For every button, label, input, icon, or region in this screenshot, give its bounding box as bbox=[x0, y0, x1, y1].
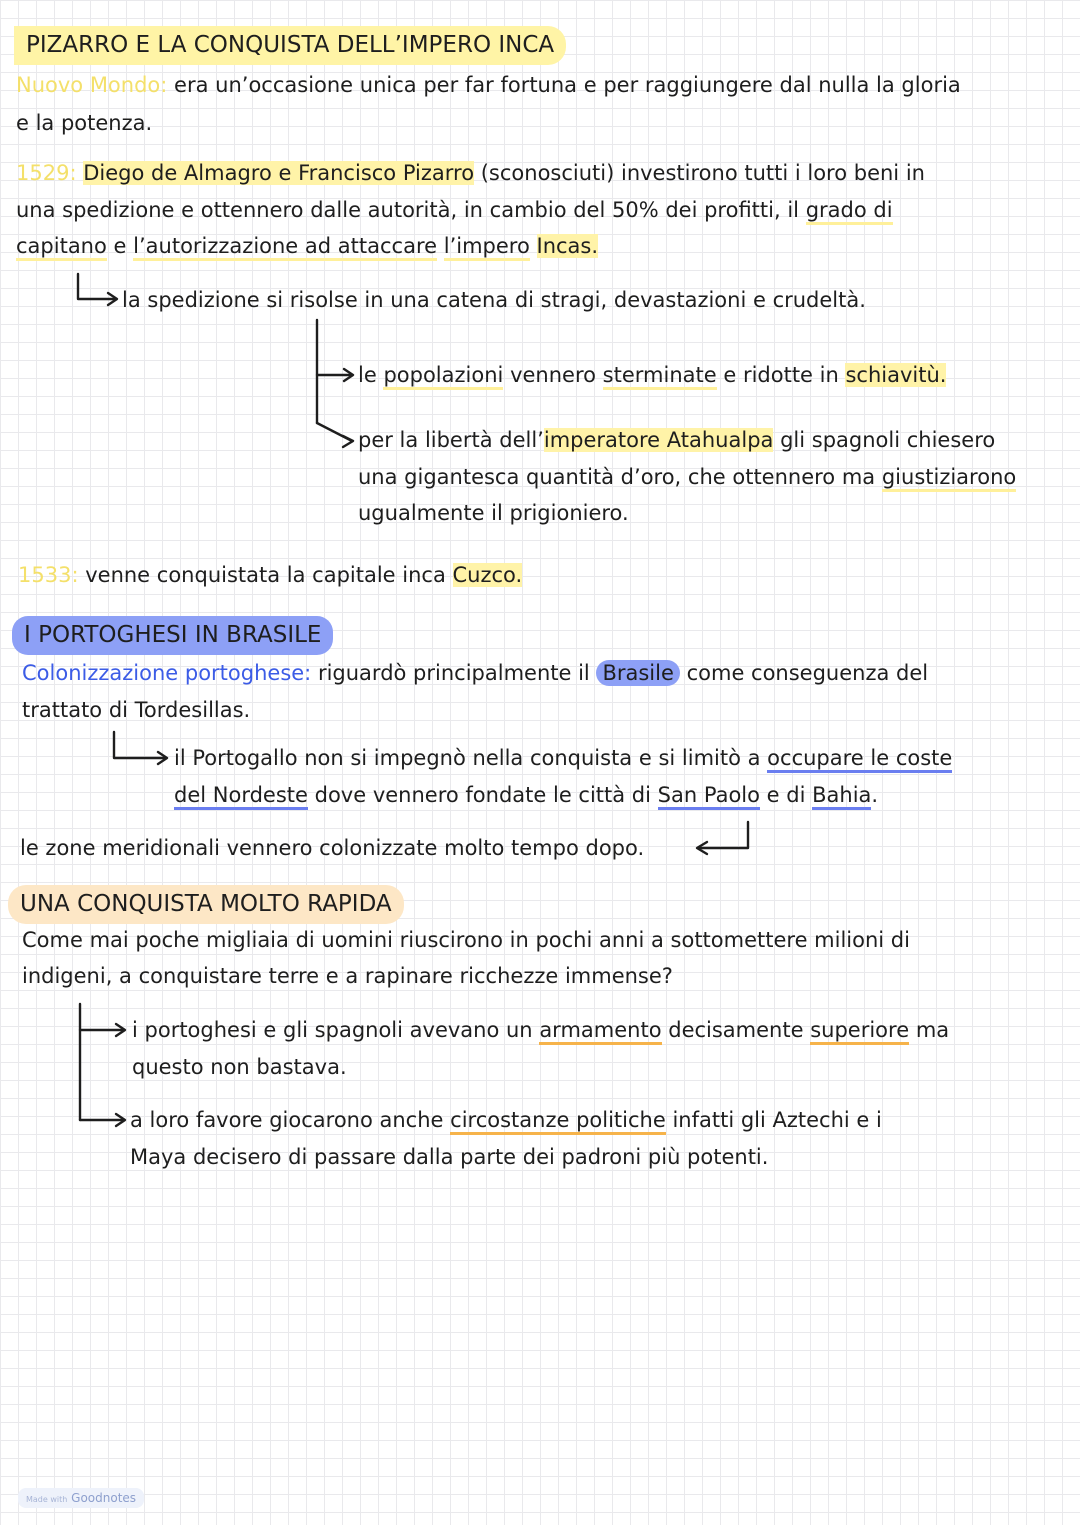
answer-circostanze-line1: a loro favore giocarono anche circostanze politiche infatti gli Aztechi e i bbox=[130, 1110, 882, 1131]
goodnotes-logo-text: Goodnotes bbox=[71, 1491, 137, 1505]
arrow-text-spedizione: la spedizione si risolse in una catena di stragi, devastazioni e crudeltà. bbox=[122, 288, 866, 312]
question-line1: Come mai poche migliaia di uomini riuscirono in pochi anni a sottomettere milioni di bbox=[22, 928, 910, 952]
names-almagro-pizarro: Diego de Almagro e Francisco Pizarro bbox=[83, 161, 475, 185]
paragraph-1529-line1: 1529: Diego de Almagro e Francisco Pizarro (sconosciuti) investirono tutti i loro beni in bbox=[16, 161, 925, 185]
year-1533: 1533: bbox=[18, 563, 79, 587]
answer-armamento-line2: questo non bastava. bbox=[132, 1055, 347, 1079]
heading-conquista-rapida: UNA CONQUISTA MOLTO RAPIDA bbox=[8, 885, 404, 924]
paragraph-1529-line3: capitano e l’autorizzazione ad attaccare l’impero Incas. bbox=[16, 236, 598, 257]
sub-atahualpa-line3: ugualmente il prigioniero. bbox=[358, 501, 629, 525]
heading-pizarro: PIZARRO E LA CONQUISTA DELL’IMPERO INCA bbox=[14, 26, 566, 65]
answer-circostanze-line2: Maya decisero di passare dalla parte dei padroni più potenti. bbox=[130, 1145, 769, 1169]
arrow-text-portogallo-line2: del Nordeste dove vennero fondate le città di San Paolo e di Bahia. bbox=[174, 785, 878, 806]
sub-popolazioni: le popolazioni vennero sterminate e ridotte in schiavitù. bbox=[358, 365, 946, 386]
paragraph-nuovo-mondo-line1: Nuovo Mondo: era un’occasione unica per far fortuna e per raggiungere dal nulla la gloria bbox=[16, 73, 961, 97]
goodnotes-badge: Made with Goodnotes bbox=[18, 1488, 144, 1508]
answer-armamento-line1: i portoghesi e gli spagnoli avevano un armamento decisamente superiore ma bbox=[132, 1020, 949, 1041]
paragraph-colonizzazione-line2: trattato di Tordesillas. bbox=[22, 698, 251, 722]
note-zone-meridionali: le zone meridionali vennero colonizzate molto tempo dopo. bbox=[20, 836, 645, 860]
question-line2: indigeni, a conquistare terre e a rapinare ricchezze immense? bbox=[22, 964, 673, 988]
heading-portoghesi: I PORTOGHESI IN BRASILE bbox=[12, 616, 333, 655]
paragraph-1529-line2: una spedizione e ottennero dalle autorità, in cambio del 50% dei profitti, il grado di bbox=[16, 200, 893, 221]
year-1529: 1529: bbox=[16, 161, 77, 185]
paragraph-1533: 1533: venne conquistata la capitale inca Cuzco. bbox=[18, 563, 523, 587]
term-nuovo-mondo: Nuovo Mondo: bbox=[16, 73, 168, 97]
term-colonizzazione: Colonizzazione portoghese: bbox=[22, 661, 312, 685]
arrow-portogallo bbox=[114, 732, 166, 758]
arrow-text-portogallo-line1: il Portogallo non si impegnò nella conquista e si limitò a occupare le coste bbox=[174, 748, 952, 769]
sub-atahualpa-line2: una gigantesca quantità d’oro, che ottennero ma giustiziarono bbox=[358, 467, 1016, 488]
paragraph-nuovo-mondo-line2: e la potenza. bbox=[16, 111, 153, 135]
highlight-brasile: Brasile bbox=[596, 660, 679, 686]
sub-atahualpa-line1: per la libertà dell’imperatore Atahualpa gli spagnoli chiesero bbox=[358, 428, 996, 452]
paragraph-colonizzazione-line1: Colonizzazione portoghese: riguardò principalmente il Brasile come conseguenza del bbox=[22, 661, 929, 685]
